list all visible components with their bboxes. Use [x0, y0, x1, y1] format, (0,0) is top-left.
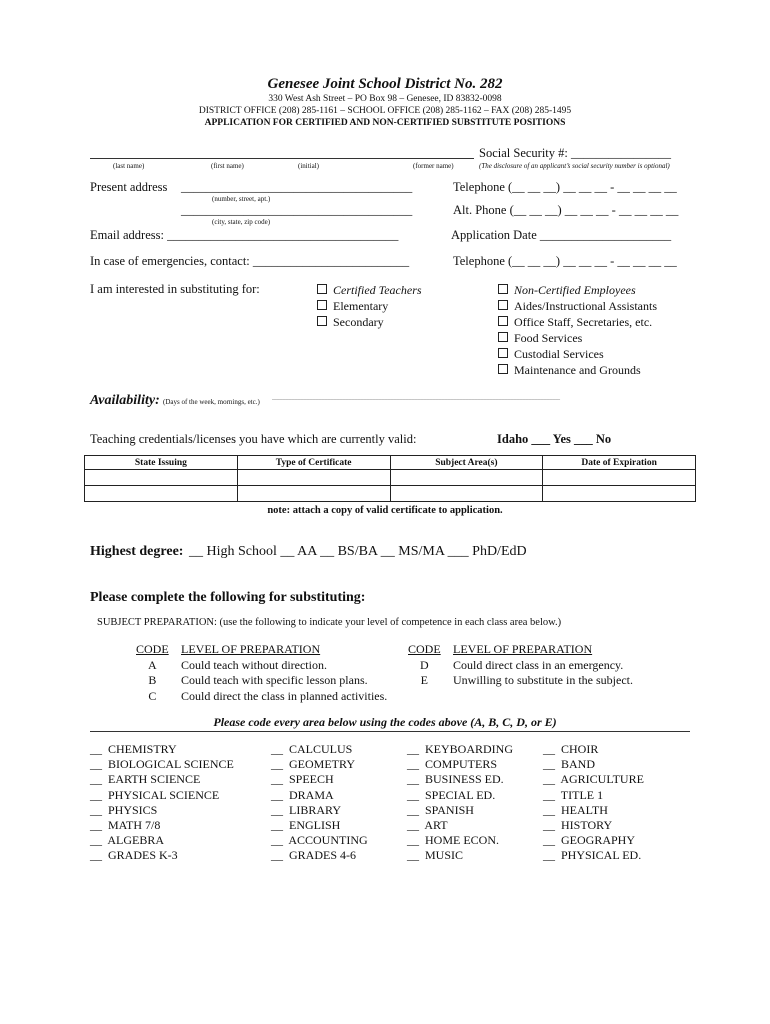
code-a-desc: Could teach without direction. — [181, 657, 327, 672]
code-d-desc: Could direct class in an emergency. — [453, 657, 624, 672]
street-hint: (number, street, apt.) — [212, 195, 271, 203]
table-row — [85, 470, 696, 486]
certified-options — [317, 282, 422, 330]
list-item[interactable]: __ PHYSICS — [90, 802, 158, 817]
codes-right-desc-col — [453, 642, 633, 689]
code-c-desc: Could direct the class in planned activities. — [181, 688, 388, 703]
codes-left-code-col — [136, 642, 169, 704]
list-item[interactable]: __ BIOLOGICAL SCIENCE — [90, 757, 234, 772]
subject-prep-note: SUBJECT PREPARATION: (use the following to indicate your level of competence in each class area below.) — [97, 617, 562, 628]
noncertified-employees-option[interactable]: Non-Certified Employees — [498, 282, 657, 298]
code-a: A — [148, 657, 157, 672]
telephone-field[interactable]: Telephone (__ __ __) __ __ __ - __ __ __ __ — [453, 180, 677, 194]
availability-field[interactable]: ________________________________________________________________________________________________ — [272, 395, 560, 401]
last-name-hint: (last name) — [113, 162, 145, 170]
certificate-table — [84, 455, 696, 502]
certified-teachers-option[interactable]: Certified Teachers — [317, 282, 422, 298]
noncertified-options — [498, 282, 657, 378]
availability-label: Availability: — [90, 393, 160, 408]
code-b-desc: Could teach with specific lesson plans. — [181, 673, 368, 687]
col-subject-areas: Subject Area(s) — [390, 456, 543, 470]
list-item[interactable]: __ ALGEBRA — [90, 833, 165, 848]
present-address-label: Present address — [90, 180, 168, 194]
name-line[interactable] — [90, 158, 474, 159]
checkbox-icon[interactable] — [498, 284, 508, 294]
list-item[interactable]: __ GRADES K-3 — [90, 848, 178, 863]
district-address: 330 West Ash Street – PO Box 98 – Genesee, ID 83832-0098 — [268, 94, 502, 104]
elementary-option[interactable]: Elementary — [317, 298, 422, 314]
table-cell[interactable] — [543, 470, 696, 486]
table-row — [85, 486, 696, 502]
district-offices: DISTRICT OFFICE (208) 285-1161 – SCHOOL OFFICE (208) 285-1162 – FAX (208) 285-1495 — [198, 106, 572, 116]
list-item[interactable]: __ COMPUTERS — [407, 757, 498, 772]
code-d: D — [420, 657, 429, 672]
list-item[interactable]: __ SPANISH — [407, 802, 474, 817]
first-name-hint: (first name) — [211, 162, 244, 170]
application-date-field[interactable]: Application Date _____________________ — [451, 228, 672, 242]
city-hint: (city, state, zip code) — [212, 218, 271, 226]
subject-column-2 — [271, 742, 368, 864]
code-b: B — [148, 673, 157, 687]
codes-right-code-col — [408, 642, 441, 689]
code-header: CODE — [136, 642, 169, 656]
list-item[interactable]: __ MUSIC — [407, 848, 464, 863]
divider — [90, 731, 690, 732]
list-item[interactable]: __ SPEECH — [271, 772, 334, 787]
checkbox-icon[interactable] — [498, 300, 508, 310]
col-date-of-expiration: Date of Expiration — [543, 456, 696, 470]
coding-instruction: Please code every area below using the codes above (A, B, C, D, or E) — [213, 715, 557, 729]
list-item[interactable]: __ ENGLISH — [271, 818, 341, 833]
table-cell[interactable] — [85, 486, 238, 502]
list-item[interactable]: __ DRAMA — [271, 787, 334, 802]
list-item[interactable]: __ MATH 7/8 — [90, 818, 161, 833]
district-title: Genesee Joint School District No. 282 — [267, 76, 503, 92]
table-cell[interactable] — [543, 486, 696, 502]
subjects-heading: Please complete the following for substituting: — [90, 590, 366, 605]
form-subtitle: APPLICATION FOR CERTIFIED AND NON-CERTIFIED SUBSTITUTE POSITIONS — [204, 118, 566, 128]
list-item[interactable]: __ BAND — [543, 757, 596, 772]
code-e-desc: Unwilling to substitute in the subject. — [453, 673, 633, 687]
list-item[interactable]: __ HOME ECON. — [407, 833, 499, 848]
col-type-of-certificate: Type of Certificate — [237, 456, 390, 470]
list-item[interactable]: __ CALCULUS — [271, 742, 353, 756]
list-item[interactable]: __ ART — [407, 818, 448, 833]
level-header: LEVEL OF PREPARATION — [181, 642, 321, 656]
ssn-label[interactable]: Social Security #: ________________ — [479, 146, 671, 160]
checkbox-icon[interactable] — [498, 364, 508, 374]
code-header: CODE — [408, 642, 441, 656]
list-item[interactable]: __ KEYBOARDING — [407, 742, 513, 756]
table-cell[interactable] — [237, 470, 390, 486]
subject-column-1 — [90, 742, 234, 864]
checkbox-icon[interactable] — [498, 332, 508, 342]
present-address-field[interactable]: _____________________________________ — [181, 180, 413, 194]
list-item[interactable]: __ PHYSICAL SCIENCE — [90, 787, 220, 802]
interest-label: I am interested in substituting for: — [90, 282, 260, 296]
checkbox-icon[interactable] — [317, 316, 327, 326]
secondary-option[interactable]: Secondary — [317, 314, 422, 330]
highest-degree-label: Highest degree: — [90, 544, 184, 559]
email-field[interactable]: Email address: _____________________________________ — [90, 228, 399, 242]
alt-phone-field[interactable]: Alt. Phone (__ __ __) __ __ __ - __ __ __ __ — [453, 203, 679, 217]
table-cell[interactable] — [390, 486, 543, 502]
list-item[interactable]: __ PHYSICAL ED. — [543, 848, 642, 863]
checkbox-icon[interactable] — [498, 348, 508, 358]
office-staff-option[interactable]: Office Staff, Secretaries, etc. — [498, 314, 657, 330]
codes-left-desc-col — [181, 642, 387, 704]
idaho-yes-no[interactable]: Idaho ___ Yes ___ No — [497, 432, 612, 446]
emergency-contact-field[interactable]: In case of emergencies, contact: _________________________ — [90, 254, 410, 268]
table-cell[interactable] — [85, 470, 238, 486]
level-header: LEVEL OF PREPARATION — [453, 642, 593, 656]
food-services-option[interactable]: Food Services — [498, 330, 657, 346]
list-item[interactable]: __ ACCOUNTING — [271, 833, 368, 848]
ssn-note: (The disclosure of an applicant’s social security number is optional) — [479, 162, 670, 170]
maintenance-option[interactable]: Maintenance and Grounds — [498, 362, 657, 378]
list-item[interactable]: __ CHEMISTRY — [90, 742, 177, 756]
col-state-issuing: State Issuing — [85, 456, 238, 470]
list-item[interactable]: __ GRADES 4-6 — [271, 848, 357, 863]
list-item[interactable]: __ SPECIAL ED. — [407, 787, 496, 802]
checkbox-icon[interactable] — [317, 300, 327, 310]
initial-hint: (initial) — [298, 162, 319, 170]
list-item[interactable]: __ GEOMETRY — [271, 757, 355, 772]
list-item[interactable]: __ AGRICULTURE — [543, 772, 644, 787]
list-item[interactable]: __ HISTORY — [543, 818, 613, 833]
code-c: C — [148, 688, 157, 703]
code-e: E — [420, 673, 428, 687]
degree-options[interactable]: __ High School __ AA __ BS/BA __ MS/MA ___ PhD/EdD — [189, 544, 527, 559]
checkbox-icon[interactable] — [317, 284, 327, 294]
custodial-services-option[interactable]: Custodial Services — [498, 346, 657, 362]
list-item[interactable]: __ GEOGRAPHY — [543, 833, 636, 848]
subject-column-4 — [543, 742, 644, 864]
credentials-label: Teaching credentials/licenses you have which are currently valid: — [90, 432, 417, 446]
certificate-note: note: attach a copy of valid certificate to application. — [267, 505, 503, 516]
availability-hint: (Days of the week, mornings, etc.) — [163, 398, 260, 406]
table-cell[interactable] — [390, 470, 543, 486]
city-address-field[interactable]: _____________________________________ — [181, 203, 413, 217]
subject-column-3 — [407, 742, 513, 864]
list-item[interactable]: __ CHOIR — [543, 742, 599, 756]
list-item[interactable]: __ EARTH SCIENCE — [90, 772, 201, 787]
checkbox-icon[interactable] — [498, 316, 508, 326]
former-name-hint: (former name) — [413, 162, 454, 170]
list-item[interactable]: __ BUSINESS ED. — [407, 772, 504, 787]
list-item[interactable]: __ LIBRARY — [271, 802, 342, 817]
aides-option[interactable]: Aides/Instructional Assistants — [498, 298, 657, 314]
list-item[interactable]: __ HEALTH — [543, 802, 608, 817]
table-cell[interactable] — [237, 486, 390, 502]
list-item[interactable]: __ TITLE 1 — [543, 787, 604, 802]
emergency-phone-field[interactable]: Telephone (__ __ __) __ __ __ - __ __ __ __ — [453, 254, 677, 268]
